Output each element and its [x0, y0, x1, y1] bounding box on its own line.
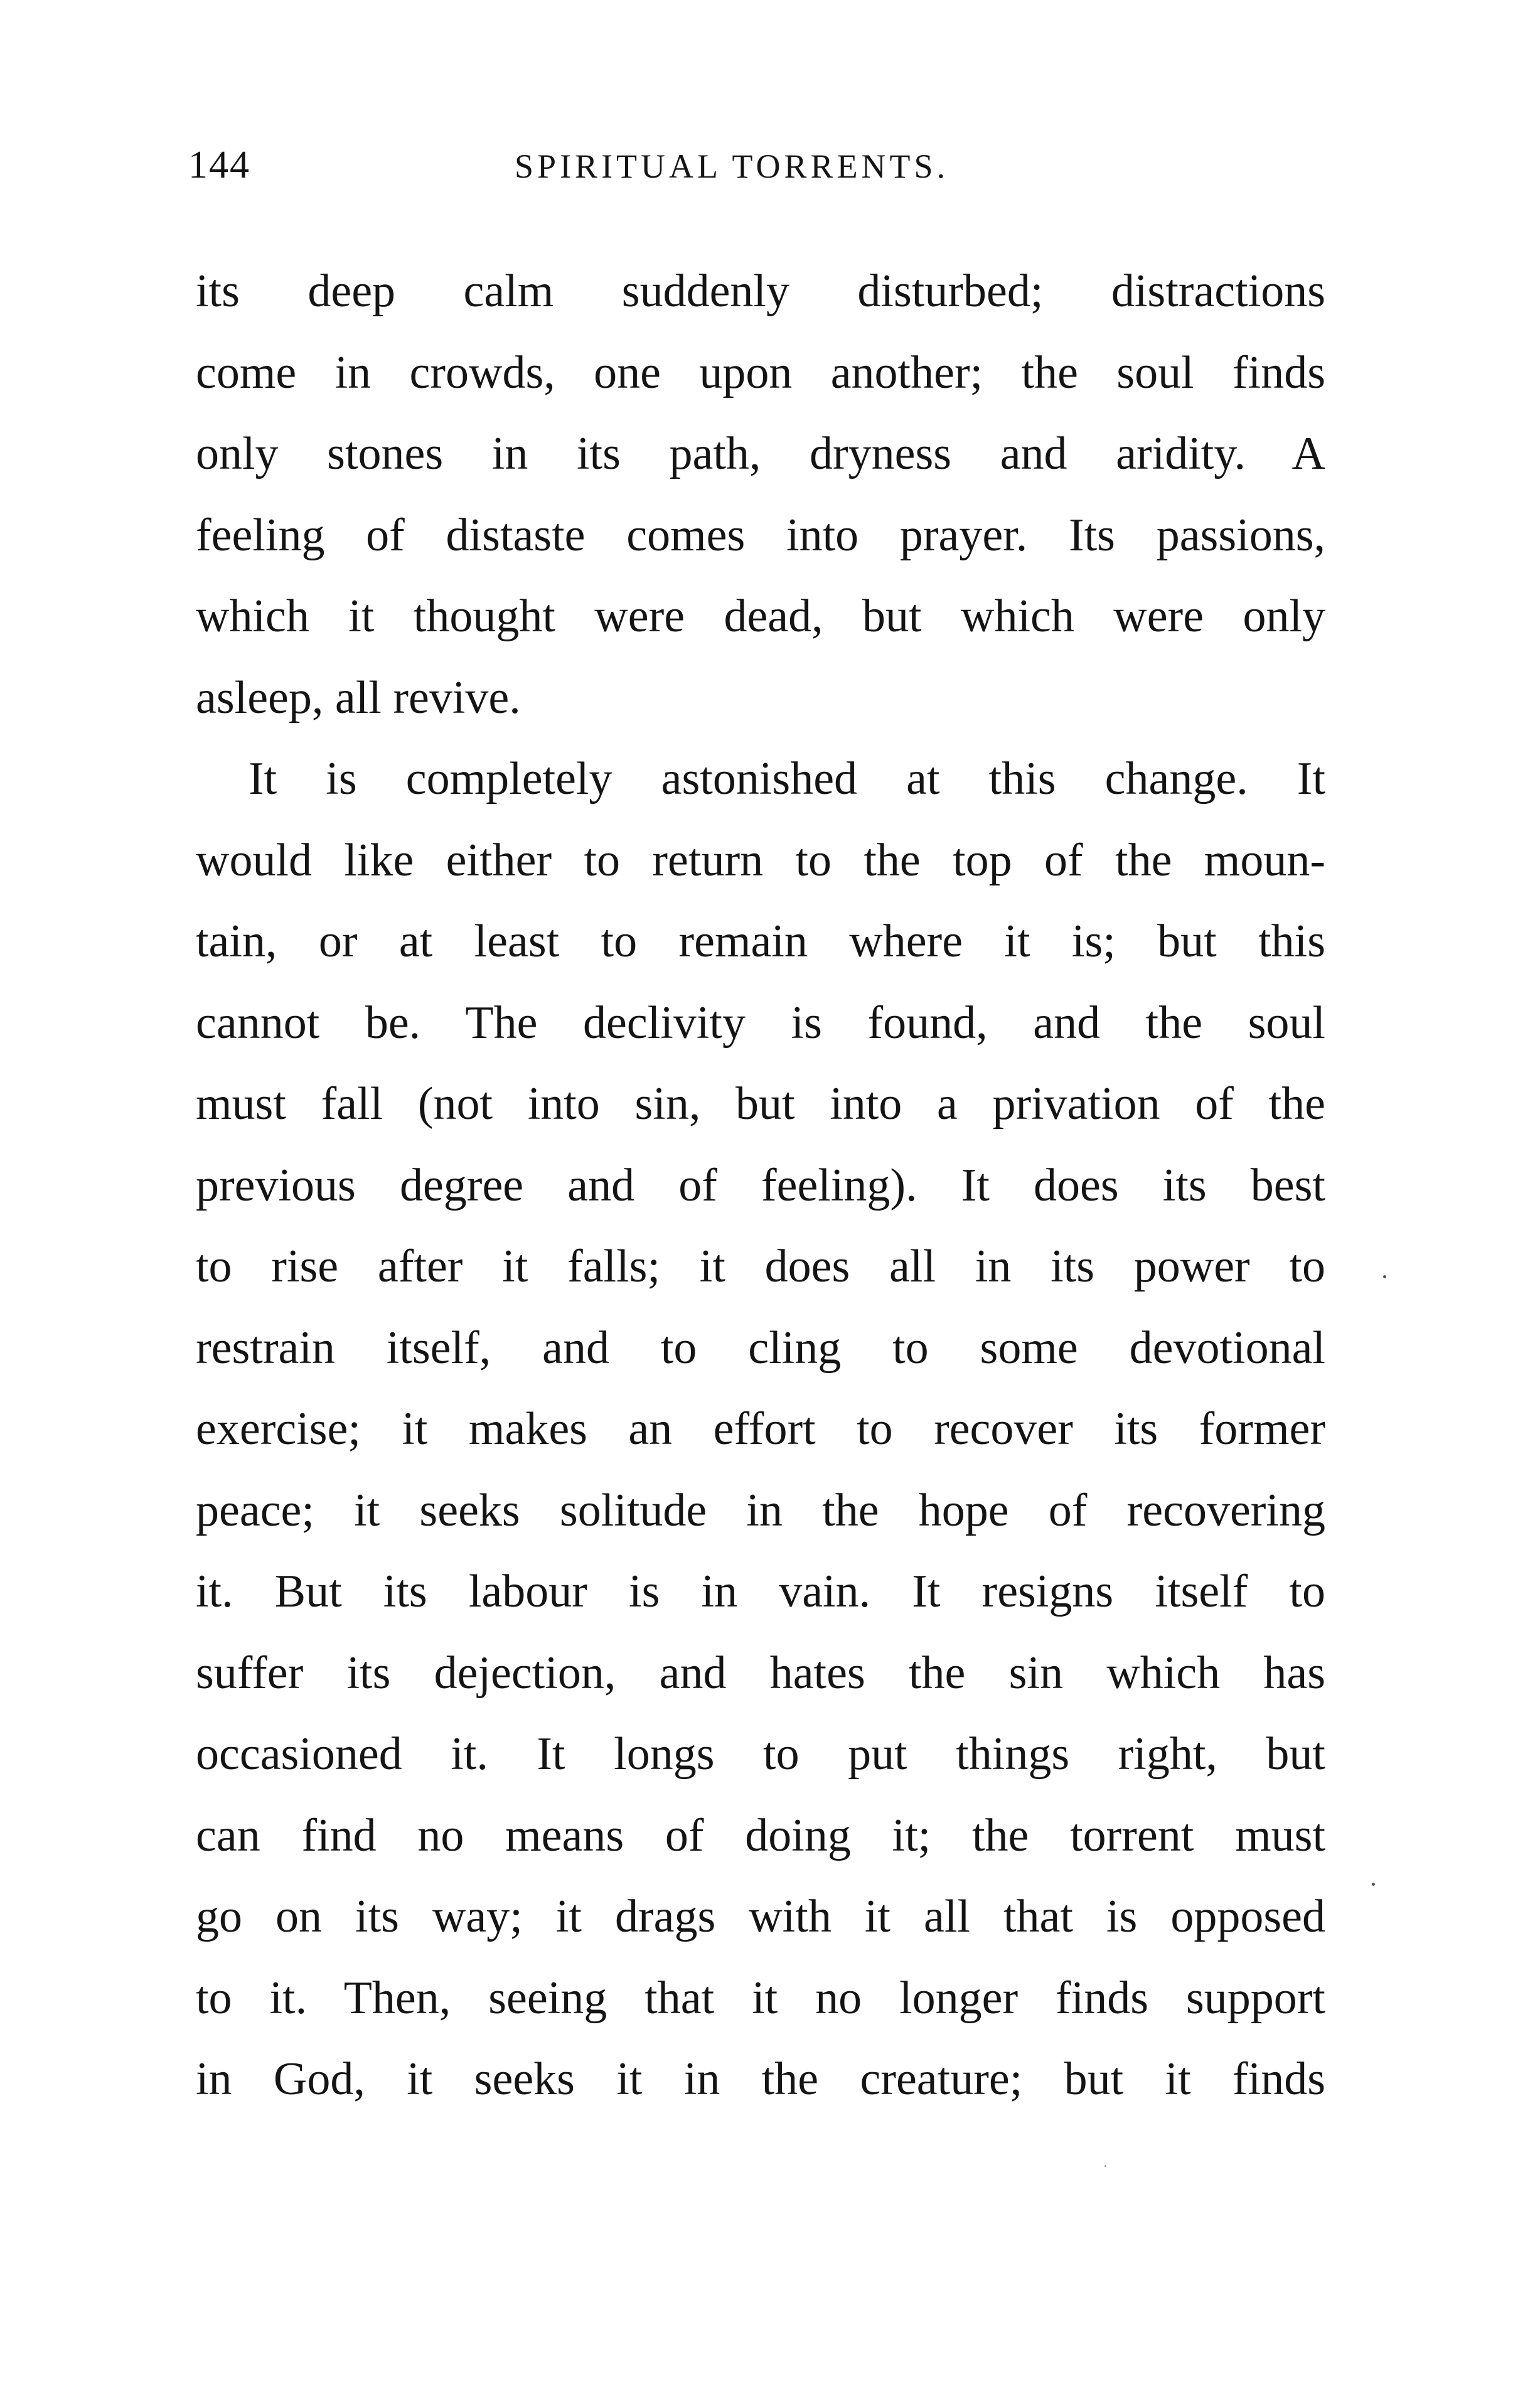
- body-text: [196, 251, 1325, 2121]
- text-line: come in crowds, one upon another; the soul finds: [196, 346, 1325, 398]
- text-line: exercise; it makes an effort to recover its former: [196, 1403, 1325, 1455]
- text-line: go on its way; it drags with it all that is opposed: [196, 1891, 1325, 1942]
- text-line: must fall (not into sin, but into a privation of the: [196, 1078, 1325, 1130]
- text-line: to it. Then, seeing that it no longer finds support: [196, 1972, 1325, 2024]
- text-line: It is completely astonished at this change. It: [249, 753, 1325, 805]
- text-line: its deep calm suddenly disturbed; distractions: [196, 265, 1325, 317]
- text-line: would like either to return to the top of the moun-: [196, 834, 1325, 886]
- text-line: in God, it seeks it in the creature; but it finds: [196, 2053, 1325, 2105]
- text-line: only stones in its path, dryness and aridity. A: [196, 428, 1325, 479]
- text-line: tain, or at least to remain where it is; but this: [196, 916, 1325, 967]
- page-number: 144: [188, 144, 250, 186]
- text-line: peace; it seeks solitude in the hope of recovering: [196, 1484, 1325, 1536]
- text-line: previous degree and of feeling). It does its best: [196, 1159, 1325, 1211]
- text-line: asleep, all revive.: [196, 671, 521, 724]
- text-line: cannot be. The declivity is found, and the soul: [196, 997, 1325, 1049]
- scan-speck: [1383, 1275, 1386, 1278]
- text-line: suffer its dejection, and hates the sin which has: [196, 1647, 1325, 1699]
- scan-speck: [1104, 2165, 1106, 2167]
- scan-speck: [1372, 1883, 1375, 1886]
- page-header: [188, 143, 1324, 200]
- text-line: feeling of distaste comes into prayer. Its passions,: [196, 509, 1325, 561]
- text-line: it. But its labour is in vain. It resigns itself to: [196, 1566, 1325, 1617]
- text-line: which it thought were dead, but which were only: [196, 591, 1325, 642]
- text-line: restrain itself, and to cling to some devotional: [196, 1322, 1325, 1374]
- text-line: occasioned it. It longs to put things right, but: [196, 1728, 1325, 1780]
- text-line: to rise after it falls; it does all in its power to: [196, 1241, 1325, 1292]
- text-line: can find no means of doing it; the torrent must: [196, 1809, 1325, 1861]
- running-title: SPIRITUAL TORRENTS.: [515, 147, 949, 185]
